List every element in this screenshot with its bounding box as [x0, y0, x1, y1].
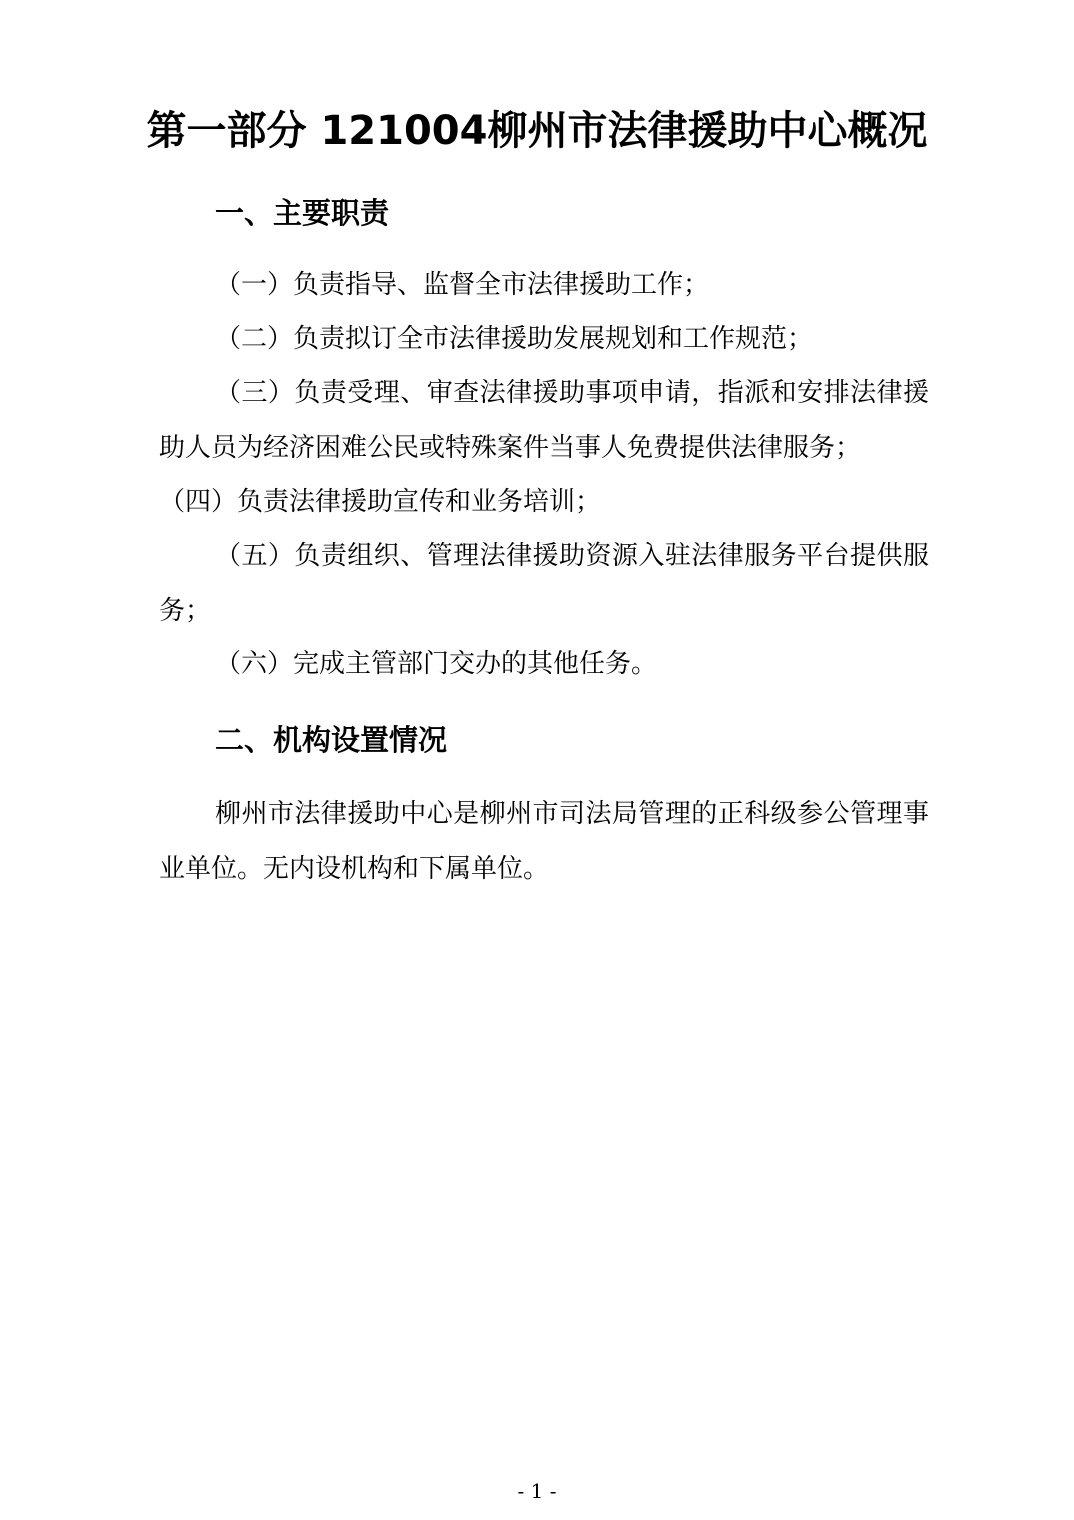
organization-paragraph: 柳州市法律援助中心是柳州市司法局管理的正科级参公管理事业单位。无内设机构和下属单位。	[159, 799, 929, 884]
duty-item-5: （五）负责组织、管理法律援助资源入驻法律服务平台提供服务；	[159, 541, 929, 626]
section-heading-duties: 一、主要职责	[215, 196, 390, 230]
section-heading-organization: 二、机构设置情况	[215, 723, 448, 757]
duty-item-3: （三）负责受理、审查法律援助事项申请，指派和安排法律援助人员为经济困难公民或特殊案件当事人免费提供法律服务；	[159, 378, 929, 463]
duty-item-2: （二）负责拟订全市法律援助发展规划和工作规范；	[215, 324, 814, 354]
page-number: - 1 -	[517, 1479, 557, 1503]
duty-item-4: （四）负责法律援助宣传和业务培训；	[159, 487, 602, 517]
duty-item-1: （一）负责指导、监督全市法律援助工作；	[215, 270, 710, 300]
page-title: 第一部分 121004柳州市法律援助中心概况	[146, 108, 928, 154]
duty-item-6: （六）完成主管部门交办的其他任务。	[215, 649, 658, 679]
